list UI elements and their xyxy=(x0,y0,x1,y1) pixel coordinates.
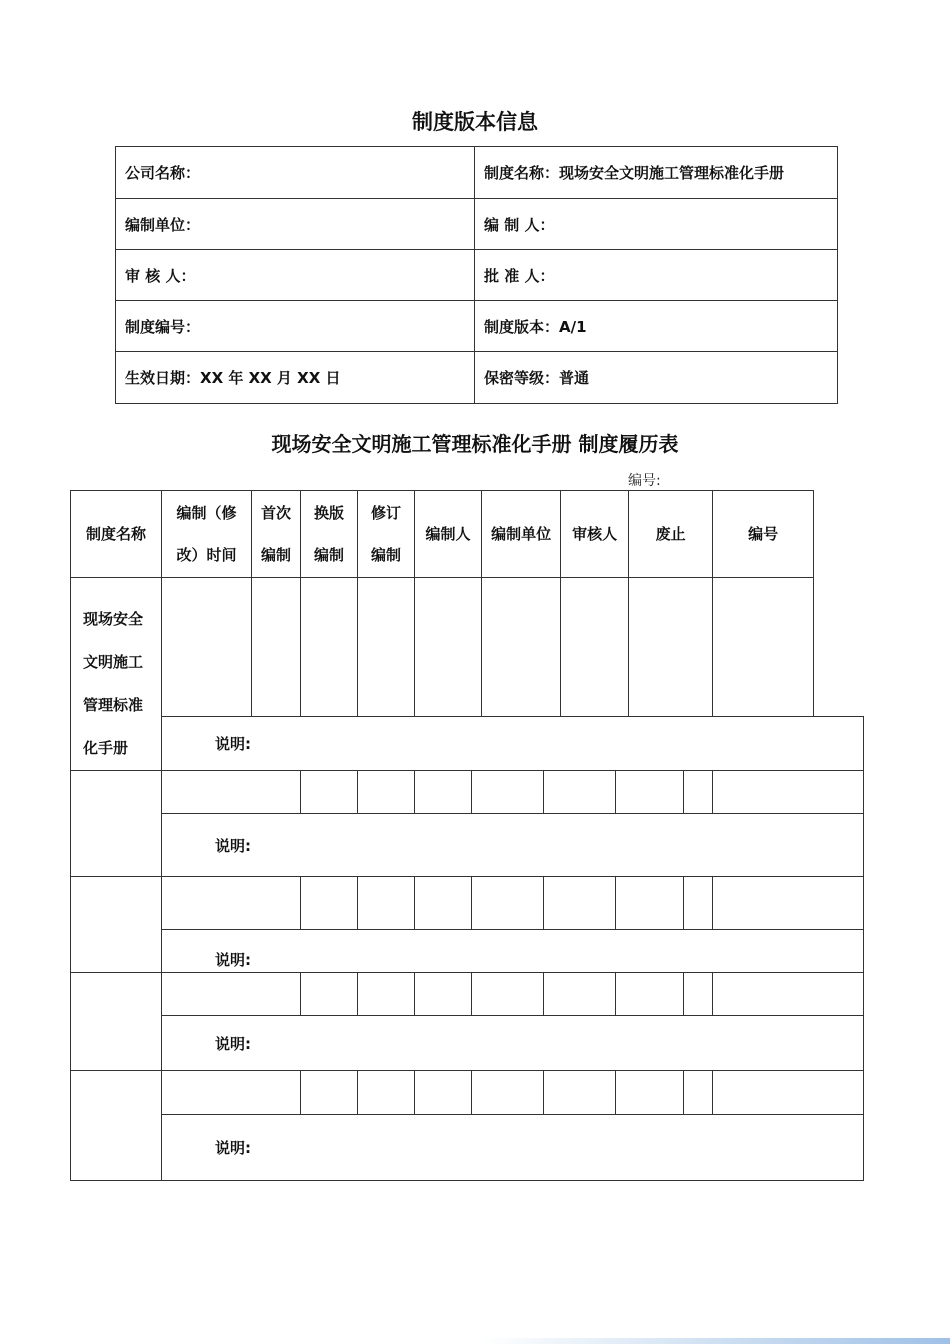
approver-field: 批 准 人： xyxy=(475,250,838,301)
unit-field: 编制单位： xyxy=(116,199,475,250)
cell-number[interactable] xyxy=(713,973,864,1016)
cell-change[interactable] xyxy=(358,1071,415,1115)
header-revise: 修订 编制 xyxy=(358,491,415,578)
cell-editor[interactable] xyxy=(472,973,544,1016)
header-reviewer: 审核人 xyxy=(561,491,629,578)
cell-time[interactable] xyxy=(162,973,301,1016)
cell-reviewer[interactable] xyxy=(616,973,684,1016)
cell-unit[interactable] xyxy=(544,1071,616,1115)
cell-editor[interactable] xyxy=(415,578,482,717)
cell-time[interactable] xyxy=(162,771,301,814)
cell-editor[interactable] xyxy=(472,1071,544,1115)
effective-date-field: 生效日期：XX 年 XX 月 XX 日 xyxy=(116,352,475,404)
cell-time[interactable] xyxy=(162,1071,301,1115)
cell-unit[interactable] xyxy=(482,578,561,717)
cell-first[interactable] xyxy=(252,578,301,717)
reviewer-field: 审 核 人： xyxy=(116,250,475,301)
note-cell: 说明: xyxy=(162,814,864,877)
cell-editor[interactable] xyxy=(472,771,544,814)
row-policy-name[interactable] xyxy=(71,1071,162,1181)
editor-field: 编 制 人： xyxy=(475,199,838,250)
header-change: 换版 编制 xyxy=(301,491,358,578)
row-policy-name: 现场安全 文明施工 管理标准 化手册 xyxy=(71,578,162,771)
cell-first[interactable] xyxy=(301,877,358,930)
cell-revise[interactable] xyxy=(415,1071,472,1115)
cell-number[interactable] xyxy=(713,578,814,717)
header-name: 制度名称 xyxy=(71,491,162,578)
header-first: 首次 编制 xyxy=(252,491,301,578)
history-table xyxy=(70,490,864,1181)
company-field: 公司名称： xyxy=(116,147,475,199)
cell-unit[interactable] xyxy=(544,771,616,814)
cell-reviewer[interactable] xyxy=(561,578,629,717)
cell-change[interactable] xyxy=(358,771,415,814)
cell-revise[interactable] xyxy=(415,877,472,930)
cell-revise[interactable] xyxy=(358,578,415,717)
row-policy-name[interactable] xyxy=(71,973,162,1071)
policy-no-field: 制度编号： xyxy=(116,301,475,352)
header-time: 编制（修 改）时间 xyxy=(162,491,252,578)
secrecy-field: 保密等级：普通 xyxy=(475,352,838,404)
bottom-decoration xyxy=(480,1338,950,1344)
cell-change[interactable] xyxy=(358,877,415,930)
code-label: 编号: xyxy=(628,473,661,489)
header-abolish: 废止 xyxy=(629,491,713,578)
version-info-table xyxy=(115,146,838,404)
cell-abolish[interactable] xyxy=(684,973,713,1016)
cell-revise[interactable] xyxy=(415,973,472,1016)
cell-time[interactable] xyxy=(162,578,252,717)
header-editor: 编制人 xyxy=(415,491,482,578)
cell-first[interactable] xyxy=(301,771,358,814)
version-field: 制度版本：A/1 xyxy=(475,301,838,352)
cell-change[interactable] xyxy=(301,578,358,717)
cell-number[interactable] xyxy=(713,877,864,930)
note-cell: 说明: xyxy=(162,1115,864,1181)
cell-abolish[interactable] xyxy=(684,877,713,930)
cell-number[interactable] xyxy=(713,1071,864,1115)
policy-name-field: 制度名称：现场安全文明施工管理标准化手册 xyxy=(475,147,838,199)
cell-time[interactable] xyxy=(162,877,301,930)
cell-editor[interactable] xyxy=(472,877,544,930)
note-cell: 说明: xyxy=(162,930,864,973)
cell-first[interactable] xyxy=(301,973,358,1016)
cell-change[interactable] xyxy=(358,973,415,1016)
cell-reviewer[interactable] xyxy=(616,771,684,814)
header-number: 编号 xyxy=(713,491,814,578)
cell-abolish[interactable] xyxy=(629,578,713,717)
cell-revise[interactable] xyxy=(415,771,472,814)
history-title: 现场安全文明施工管理标准化手册 制度履历表 xyxy=(271,432,679,456)
cell-unit[interactable] xyxy=(544,877,616,930)
note-cell: 说明: xyxy=(162,717,864,771)
cell-reviewer[interactable] xyxy=(616,877,684,930)
cell-abolish[interactable] xyxy=(684,1071,713,1115)
row-policy-name[interactable] xyxy=(71,771,162,877)
row-policy-name[interactable] xyxy=(71,877,162,973)
cell-first[interactable] xyxy=(301,1071,358,1115)
header-unit: 编制单位 xyxy=(482,491,561,578)
note-cell: 说明: xyxy=(162,1016,864,1071)
doc-title: 制度版本信息 xyxy=(412,110,538,134)
cell-number[interactable] xyxy=(713,771,864,814)
cell-unit[interactable] xyxy=(544,973,616,1016)
cell-reviewer[interactable] xyxy=(616,1071,684,1115)
cell-abolish[interactable] xyxy=(684,771,713,814)
